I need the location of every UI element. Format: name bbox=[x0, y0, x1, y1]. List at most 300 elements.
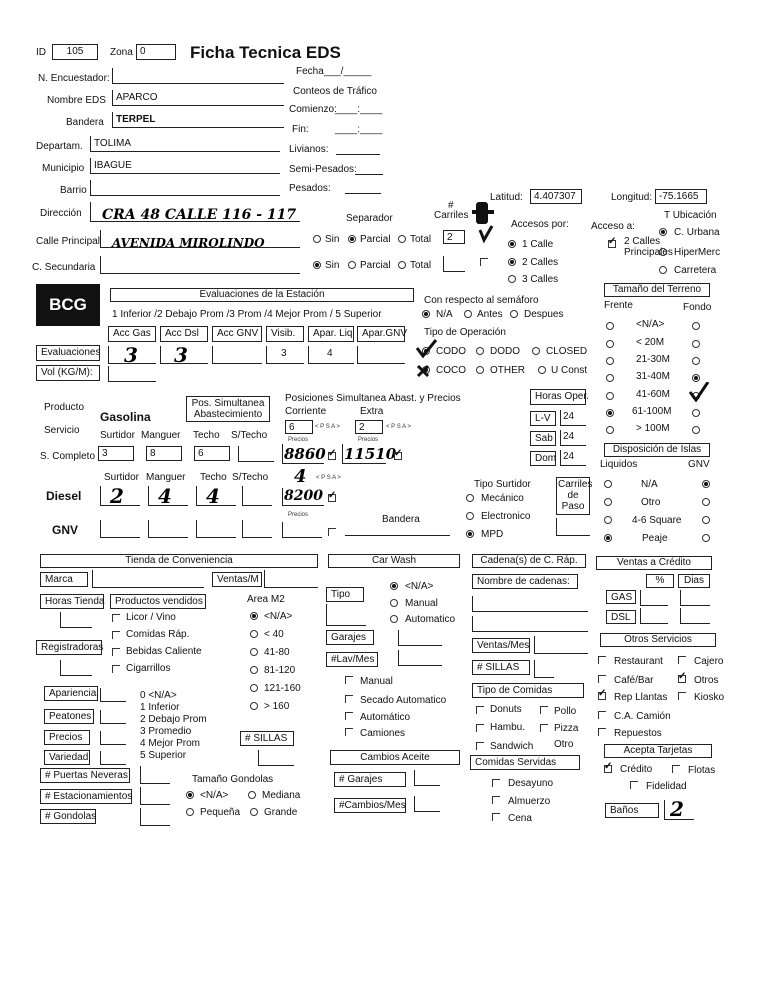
cw-camiones-check[interactable] bbox=[345, 728, 353, 736]
zona-field[interactable]: 0 bbox=[136, 44, 176, 60]
sep1-sin-label: Sin bbox=[325, 234, 340, 245]
eval-apar-liq-field[interactable]: 4 bbox=[308, 346, 354, 364]
cw-secado-label: Secado Automatico bbox=[360, 695, 447, 706]
gond-mediana-radio[interactable] bbox=[248, 791, 256, 799]
neveras-label: # Puertas Neveras bbox=[40, 768, 130, 783]
ubic-hipermerc-radio[interactable] bbox=[659, 248, 667, 256]
cw-auto-radio[interactable] bbox=[390, 615, 398, 623]
terreno-title: Tamaño del Terreno bbox=[604, 283, 710, 297]
area-opt-0: <N/A> bbox=[264, 611, 293, 622]
cadena-ventas-field[interactable] bbox=[534, 636, 588, 654]
credito-pct-label: % bbox=[646, 574, 674, 588]
desayuno-check[interactable] bbox=[492, 779, 500, 787]
cafe-label: Café/Bar bbox=[614, 675, 654, 686]
op-closed-radio[interactable] bbox=[532, 347, 540, 355]
cw-secado-check[interactable] bbox=[345, 695, 353, 703]
pesados-field[interactable] bbox=[345, 193, 381, 194]
horas-sab-field[interactable]: 24 bbox=[560, 430, 586, 446]
principales-check[interactable] bbox=[608, 240, 616, 248]
barrio-label: Barrio bbox=[60, 185, 87, 196]
cigarrillos-label: Cigarrillos bbox=[126, 663, 171, 674]
estacionamientos-field[interactable] bbox=[140, 787, 170, 805]
carwash-tipo-label: Tipo bbox=[326, 587, 364, 602]
surt-mpd-label: MPD bbox=[481, 529, 504, 540]
gnv-manguer-field[interactable] bbox=[148, 520, 188, 538]
precios-tienda-field[interactable] bbox=[100, 731, 126, 745]
otros-serv-check[interactable] bbox=[678, 675, 686, 683]
area-radio-5[interactable] bbox=[250, 702, 258, 710]
lavmes-label: #Lav/Mes bbox=[326, 652, 378, 667]
credito-dsl-label: DSL bbox=[606, 610, 636, 624]
municipio-field[interactable]: IBAGUE bbox=[90, 158, 280, 174]
gas-stecho-head: S/Techo bbox=[231, 430, 268, 441]
donuts-check[interactable] bbox=[476, 706, 484, 714]
kiosko-check[interactable] bbox=[678, 692, 686, 700]
gondolas-field[interactable] bbox=[140, 808, 170, 826]
dsl-surtidor-head: Surtidor bbox=[104, 472, 140, 483]
gas-techo-head: Techo bbox=[193, 430, 220, 441]
camion-label: C.A. Camión bbox=[614, 711, 671, 722]
terreno-row-5: 61-100M bbox=[632, 406, 672, 417]
latitud-field[interactable]: 4.407307 bbox=[530, 189, 582, 204]
islas-liq-radio-1[interactable] bbox=[604, 498, 612, 506]
pesados-label: Pesados: bbox=[289, 183, 331, 194]
servicios-title: Otros Servicios bbox=[600, 633, 716, 647]
op-uconst-label: U Const bbox=[551, 365, 588, 376]
gnv-techo-field[interactable] bbox=[196, 520, 236, 538]
marca-label: Marca bbox=[40, 572, 88, 587]
scale-opt-2: 2 Debajo Prom bbox=[140, 714, 207, 725]
bebidas-check[interactable] bbox=[112, 648, 120, 656]
horas-sab-label: Sab bbox=[530, 431, 556, 446]
principales-label: 2 Calles Principales bbox=[624, 236, 673, 258]
cw-manual2-label: Manual bbox=[360, 676, 393, 687]
carriles-label: Carriles bbox=[434, 210, 469, 221]
desayuno-label: Desayuno bbox=[508, 778, 554, 789]
semaforo-despues-label: Despues bbox=[524, 309, 564, 320]
tarj-flotas-check[interactable] bbox=[672, 765, 680, 773]
terreno-frente-label: Frente bbox=[604, 300, 633, 311]
comienzo-label: Comienzo: bbox=[289, 104, 337, 115]
bcg-logo: BCG bbox=[36, 284, 100, 326]
area-opt-1: < 40 bbox=[264, 629, 284, 640]
horas-lv-field[interactable]: 24 bbox=[560, 410, 586, 426]
terreno-row-6: > 100M bbox=[636, 423, 670, 434]
repuestos-check[interactable] bbox=[598, 728, 606, 736]
restaurant-check[interactable] bbox=[598, 656, 606, 664]
gas-extra-field[interactable]: 2 bbox=[355, 420, 383, 434]
sep1-parcial-label: Parcial bbox=[360, 234, 391, 245]
cw-na-radio[interactable] bbox=[390, 582, 398, 590]
estacionamientos-label: # Estacionamientos bbox=[40, 789, 132, 804]
frente-radio-2[interactable] bbox=[606, 357, 614, 365]
sep1-parcial-radio[interactable] bbox=[348, 235, 356, 243]
marca-field[interactable] bbox=[92, 570, 204, 588]
garajes-field[interactable] bbox=[398, 630, 442, 646]
ubic-urbana-label: C. Urbana bbox=[674, 227, 720, 238]
tienda-sillas-field[interactable] bbox=[258, 750, 294, 766]
frente-radio-4[interactable] bbox=[606, 392, 614, 400]
carriles-hash: # bbox=[448, 200, 454, 211]
cigarrillos-check[interactable] bbox=[112, 665, 120, 673]
terreno-row-2: 21-30M bbox=[636, 354, 670, 365]
islas-liq-radio-0[interactable] bbox=[604, 480, 612, 488]
op-other-radio[interactable] bbox=[476, 366, 484, 374]
fin-label: Fin: bbox=[292, 124, 309, 135]
comidas-check[interactable] bbox=[112, 631, 120, 639]
sandwich-label: Sandwich bbox=[490, 741, 534, 752]
bandera-gnv-label: Bandera bbox=[382, 514, 420, 525]
ubic-urbana-radio[interactable] bbox=[659, 228, 667, 236]
tarj-fidelidad-check[interactable] bbox=[630, 781, 638, 789]
cajero-label: Cajero bbox=[694, 656, 724, 667]
credito-title: Ventas a Crédito bbox=[596, 556, 712, 570]
islas-gnv-radio-2[interactable] bbox=[702, 516, 710, 524]
precios-corriente-label: Precios bbox=[288, 437, 309, 443]
gond-na-label: <N/A> bbox=[200, 790, 229, 801]
camion-check[interactable] bbox=[598, 711, 606, 719]
donuts-label: Donuts bbox=[490, 704, 522, 715]
area-radio-0[interactable] bbox=[250, 612, 258, 620]
op-uconst-radio[interactable] bbox=[538, 366, 546, 374]
col-acc-gas: Acc Gas bbox=[108, 326, 156, 342]
lavmes-field[interactable] bbox=[398, 650, 442, 666]
tipo-surtidor-label: Tipo Surtidor bbox=[474, 479, 531, 490]
gas-surtidor-field[interactable]: 3 bbox=[98, 446, 134, 461]
col-apar-gnv: Apar.GNV bbox=[357, 326, 405, 342]
terreno-row-4: 41-60M bbox=[636, 389, 670, 400]
dsl-manguer-head: Manguer bbox=[146, 472, 186, 483]
bandera-label: Bandera bbox=[66, 117, 104, 128]
sandwich-check[interactable] bbox=[476, 742, 484, 750]
ventas-m-field[interactable] bbox=[264, 570, 318, 588]
page-title: Ficha Tecnica EDS bbox=[190, 43, 341, 62]
semipesados-label: Semi-Pesados: bbox=[289, 164, 357, 175]
gnv-precio-check[interactable] bbox=[328, 528, 336, 536]
bandera-gnv-field[interactable] bbox=[345, 535, 450, 536]
carriles-paso-label: Carriles de Paso bbox=[556, 477, 590, 515]
direccion-label: Dirección bbox=[40, 208, 82, 219]
credito-dsl-pct[interactable] bbox=[640, 608, 668, 624]
cambios-mes-field[interactable] bbox=[414, 796, 440, 812]
islas-gnv-radio-3[interactable] bbox=[702, 534, 710, 542]
registradoras-field[interactable] bbox=[60, 660, 92, 676]
extra-label: Extra bbox=[360, 406, 384, 417]
islas-liq-radio-3[interactable] bbox=[604, 534, 612, 542]
eval-apar-gnv-field[interactable] bbox=[357, 346, 405, 364]
gas-stecho-field[interactable] bbox=[238, 446, 274, 462]
sep2-sin-radio[interactable] bbox=[313, 261, 321, 269]
longitud-field[interactable]: -75.1665 bbox=[655, 189, 707, 204]
semaforo-label: Con respecto al semáforo bbox=[424, 295, 539, 306]
gas-precio-corriente-value: 8860 bbox=[284, 445, 326, 463]
sep1-sin-radio[interactable] bbox=[313, 235, 321, 243]
banos-label: Baños bbox=[605, 803, 659, 818]
fin-value[interactable]: ____:____ bbox=[335, 124, 383, 135]
acceso-3calles-label: 3 Calles bbox=[522, 274, 559, 285]
semaforo-antes-radio[interactable] bbox=[464, 310, 472, 318]
credito-gas-pct[interactable] bbox=[640, 590, 668, 606]
col-apar-liq: Apar. Liq bbox=[308, 326, 354, 342]
bandera-field[interactable]: TERPEL bbox=[112, 112, 284, 128]
nombre-label: Nombre EDS bbox=[47, 95, 106, 106]
surt-mecanico-radio[interactable] bbox=[466, 494, 474, 502]
sep1-total-radio[interactable] bbox=[398, 235, 406, 243]
cena-check[interactable] bbox=[492, 813, 500, 821]
tamano-gondolas-label: Tamaño Gondolas bbox=[192, 774, 274, 785]
dsl-precio-check[interactable] bbox=[328, 494, 336, 502]
municipio-label: Municipio bbox=[42, 163, 85, 174]
vol-field[interactable] bbox=[108, 366, 156, 382]
cambios-garajes-field[interactable] bbox=[414, 770, 440, 786]
cena-label: Cena bbox=[508, 813, 532, 824]
fecha-value[interactable]: ___/_____ bbox=[324, 66, 372, 77]
restaurant-label: Restaurant bbox=[614, 656, 663, 667]
scale-opt-4: 4 Mejor Prom bbox=[140, 738, 201, 749]
dsl-precio-value: 8200 bbox=[284, 488, 323, 504]
fondo-radio-5[interactable] bbox=[692, 409, 700, 417]
cajero-check[interactable] bbox=[678, 656, 686, 664]
licor-check[interactable] bbox=[112, 614, 120, 622]
islas-gnv-radio-1[interactable] bbox=[702, 498, 710, 506]
llantas-check[interactable] bbox=[598, 692, 606, 700]
terreno-row-0: <N/A> bbox=[636, 319, 665, 330]
gas-manguer-field[interactable]: 8 bbox=[146, 446, 182, 461]
comienzo-value[interactable]: ____:____ bbox=[335, 104, 383, 115]
gas-precio-extra-value: 11510 bbox=[344, 445, 397, 463]
ubic-carretera-radio[interactable] bbox=[659, 266, 667, 274]
credito-gas-label: GAS bbox=[606, 590, 636, 604]
otros-serv-label: Otros bbox=[694, 675, 719, 686]
horas-tienda-field[interactable] bbox=[60, 612, 92, 628]
eval-acc-gas-value: 3 bbox=[124, 343, 138, 367]
semaforo-despues-radio[interactable] bbox=[510, 310, 518, 318]
area-radio-4[interactable] bbox=[250, 684, 258, 692]
barrio-field[interactable] bbox=[90, 180, 280, 196]
op-dodo-label: DODO bbox=[490, 346, 520, 357]
dsl-techo-head: Techo bbox=[200, 472, 227, 483]
cw-manual-radio[interactable] bbox=[390, 599, 398, 607]
frente-radio-6[interactable] bbox=[606, 426, 614, 434]
acceso-a-label: Acceso a: bbox=[591, 221, 635, 232]
cadena-title: Cadena(s) de C. Ráp. bbox=[472, 554, 586, 568]
fondo-radio-0[interactable] bbox=[692, 322, 700, 330]
frente-radio-5[interactable] bbox=[606, 409, 614, 417]
surt-mpd-radio[interactable] bbox=[466, 530, 474, 538]
islas-gnv-radio-0[interactable] bbox=[702, 480, 710, 488]
scompleto-label: S. Completo bbox=[40, 451, 96, 462]
gas-surtidor-head: Surtidor bbox=[100, 430, 136, 441]
servicio-label: Servicio bbox=[44, 425, 80, 436]
surt-electronico-radio[interactable] bbox=[466, 512, 474, 520]
peatones-field[interactable] bbox=[100, 710, 126, 724]
sep2-total-radio[interactable] bbox=[398, 261, 406, 269]
pos-sim-label: Pos. Simultanea Abastecimiento bbox=[186, 396, 270, 422]
departam-field[interactable]: TOLIMA bbox=[90, 136, 280, 152]
gond-grande-radio[interactable] bbox=[250, 808, 258, 816]
frente-radio-1[interactable] bbox=[606, 340, 614, 348]
islas-liq-radio-2[interactable] bbox=[604, 516, 612, 524]
carriles-field[interactable]: 2 bbox=[443, 230, 465, 244]
livianos-label: Livianos: bbox=[289, 144, 329, 155]
tarj-flotas-label: Flotas bbox=[688, 765, 716, 776]
dsl-stecho-field[interactable] bbox=[242, 486, 272, 506]
secundaria-label: C. Secundaria bbox=[32, 262, 96, 273]
gnv-precio-field[interactable] bbox=[282, 522, 322, 538]
fondo-radio-1[interactable] bbox=[692, 340, 700, 348]
credito-dsl-dias[interactable] bbox=[680, 608, 710, 624]
carriles-paso-field[interactable] bbox=[556, 518, 590, 536]
semaforo-antes-label: Antes bbox=[477, 309, 503, 320]
llantas-label: Rep Llantas bbox=[614, 692, 668, 703]
area-radio-2[interactable] bbox=[250, 648, 258, 656]
frente-radio-0[interactable] bbox=[606, 322, 614, 330]
dsl-manguer-value: 4 bbox=[158, 484, 172, 508]
gond-pequena-radio[interactable] bbox=[186, 808, 194, 816]
psa-diesel: < P S A > bbox=[316, 475, 341, 481]
almuerzo-label: Almuerzo bbox=[508, 796, 551, 807]
gas-precio-corriente-check[interactable] bbox=[328, 452, 336, 460]
acceso-1calle-label: 1 Calle bbox=[522, 239, 554, 250]
gas-techo-field[interactable]: 6 bbox=[194, 446, 230, 461]
almuerzo-check[interactable] bbox=[492, 796, 500, 804]
peatones-label: Peatones bbox=[44, 709, 94, 724]
terreno-fondo-label: Fondo bbox=[683, 302, 712, 313]
accesos-label: Accesos por: bbox=[511, 219, 569, 230]
registradoras-label: Registradoras bbox=[36, 640, 102, 655]
gas-corriente-field[interactable]: 6 bbox=[285, 420, 313, 434]
separador-label: Separador bbox=[346, 213, 393, 224]
variedad-field[interactable] bbox=[100, 751, 126, 765]
cw-auto2-check[interactable] bbox=[345, 712, 353, 720]
islas-gnv-label: GNV bbox=[688, 459, 710, 470]
cadena-nombre-field-2[interactable] bbox=[472, 616, 588, 632]
islas-row-1: Otro bbox=[641, 497, 661, 508]
col-acc-dsl: Acc Dsl bbox=[160, 326, 208, 342]
credito-gas-dias[interactable] bbox=[680, 590, 710, 606]
sep2-total-label: Total bbox=[410, 260, 432, 271]
id-field[interactable]: 105 bbox=[52, 44, 98, 60]
terreno-row-3: 31-40M bbox=[636, 371, 670, 382]
cw-auto2-label: Automático bbox=[360, 712, 411, 723]
cadena-sillas-field[interactable] bbox=[534, 660, 554, 678]
carriles-check-2[interactable] bbox=[480, 258, 488, 266]
gnv-surtidor-field[interactable] bbox=[100, 520, 140, 538]
scale-opt-0: 0 <N/A> bbox=[140, 690, 177, 701]
op-coco-label: COCO bbox=[436, 365, 466, 376]
acceso-1calle-radio[interactable] bbox=[508, 240, 516, 248]
area-opt-4: 121-160 bbox=[264, 683, 301, 694]
tarjetas-title: Acepta Tarjetas bbox=[604, 744, 712, 758]
carwash-title: Car Wash bbox=[328, 554, 460, 568]
gas-precio-extra-check[interactable] bbox=[394, 452, 402, 460]
banos-value: 2 bbox=[670, 797, 684, 821]
carwash-tipo-field[interactable] bbox=[326, 604, 366, 626]
islas-title: Disposición de Islas bbox=[604, 443, 710, 457]
islas-row-3: Peaje bbox=[642, 533, 668, 544]
gond-grande-label: Grande bbox=[264, 807, 298, 818]
tarj-credito-check[interactable] bbox=[604, 765, 612, 773]
gond-na-radio[interactable] bbox=[186, 791, 194, 799]
horas-dom-field[interactable]: 24 bbox=[560, 450, 586, 466]
area-radio-1[interactable] bbox=[250, 630, 258, 638]
traffic-light-icon bbox=[470, 200, 496, 244]
cadena-nombre-field-1[interactable] bbox=[472, 596, 588, 612]
fondo-radio-2[interactable] bbox=[692, 357, 700, 365]
area-radio-3[interactable] bbox=[250, 666, 258, 674]
semaforo-na-radio[interactable] bbox=[422, 310, 430, 318]
evaluaciones-label: Evaluaciones bbox=[36, 345, 100, 361]
encuestador-field[interactable] bbox=[112, 68, 284, 84]
eval-scale: 1 Inferior /2 Debajo Prom /3 Prom /4 Mejor Prom / 5 Superior bbox=[112, 309, 382, 320]
dsl-stecho-head: S/Techo bbox=[232, 472, 269, 483]
acceso-3calles-radio[interactable] bbox=[508, 275, 516, 283]
cambios-garajes-label: # Garajes bbox=[334, 772, 406, 787]
psa-extra: < P S A > bbox=[386, 424, 411, 430]
pollo-label: Pollo bbox=[554, 706, 577, 717]
encuestador-label: N. Encuestador: bbox=[38, 73, 110, 84]
nombre-field[interactable]: APARCO bbox=[112, 90, 284, 106]
ubic-hipermerc-label: HiperMerc bbox=[674, 247, 721, 258]
pizza-check[interactable] bbox=[540, 724, 548, 732]
cw-manual-check[interactable] bbox=[345, 676, 353, 684]
hambu-check[interactable] bbox=[476, 724, 484, 732]
eval-section-title: Evaluaciones de la Estación bbox=[110, 288, 414, 302]
op-dodo-radio[interactable] bbox=[476, 347, 484, 355]
pollo-check[interactable] bbox=[540, 706, 548, 714]
eval-acc-gnv-field[interactable] bbox=[212, 346, 262, 364]
garajes-label: Garajes bbox=[326, 630, 374, 645]
gondolas-label: # Gondolas bbox=[40, 809, 96, 824]
op-closed-label: CLOSED bbox=[546, 346, 588, 357]
semipesados-field[interactable] bbox=[355, 174, 383, 175]
gas-manguer-head: Manguer bbox=[141, 430, 181, 441]
tienda-title: Tienda de Conveniencia bbox=[40, 554, 318, 568]
islas-liquidos-label: Liquidos bbox=[600, 459, 638, 470]
apariencia-field[interactable] bbox=[100, 688, 126, 702]
frente-radio-3[interactable] bbox=[606, 374, 614, 382]
secundaria-field[interactable] bbox=[100, 256, 300, 274]
eval-acc-dsl-value: 3 bbox=[174, 343, 188, 367]
cw-manual-label: Manual bbox=[405, 598, 438, 609]
sep2-sin-label: Sin bbox=[325, 260, 340, 271]
tarj-credito-label: Crédito bbox=[620, 764, 653, 775]
horas-dom-label: Dom bbox=[530, 451, 556, 466]
neveras-field[interactable] bbox=[140, 766, 170, 784]
sep2-parcial-radio[interactable] bbox=[348, 261, 356, 269]
col-visib: Visib. bbox=[266, 326, 304, 342]
calle-principal-label: Calle Principal bbox=[36, 236, 100, 247]
fondo-radio-6[interactable] bbox=[692, 426, 700, 434]
gnv-stecho-field[interactable] bbox=[242, 520, 272, 538]
ubicacion-label: T Ubicación bbox=[664, 210, 717, 221]
id-label: ID bbox=[36, 47, 46, 58]
semaforo-na-label: N/A bbox=[436, 309, 453, 320]
acceso-2calles-radio[interactable] bbox=[508, 258, 516, 266]
terreno-row-1: < 20M bbox=[636, 337, 665, 348]
livianos-field[interactable] bbox=[336, 154, 380, 155]
scale-opt-3: 3 Promedio bbox=[140, 726, 192, 737]
fondo-radio-3[interactable] bbox=[692, 374, 700, 382]
horas-label: Horas Oper. bbox=[530, 389, 586, 405]
cw-na-label: <N/A> bbox=[405, 581, 434, 592]
cambios-mes-label: #Cambios/Mes bbox=[334, 798, 406, 813]
eval-visib-field[interactable]: 3 bbox=[266, 346, 304, 364]
gond-pequena-label: Pequeña bbox=[200, 807, 241, 818]
carriles-field-2[interactable] bbox=[443, 256, 465, 272]
precios-extra-label: Precios bbox=[358, 437, 379, 443]
cafe-check[interactable] bbox=[598, 675, 606, 683]
